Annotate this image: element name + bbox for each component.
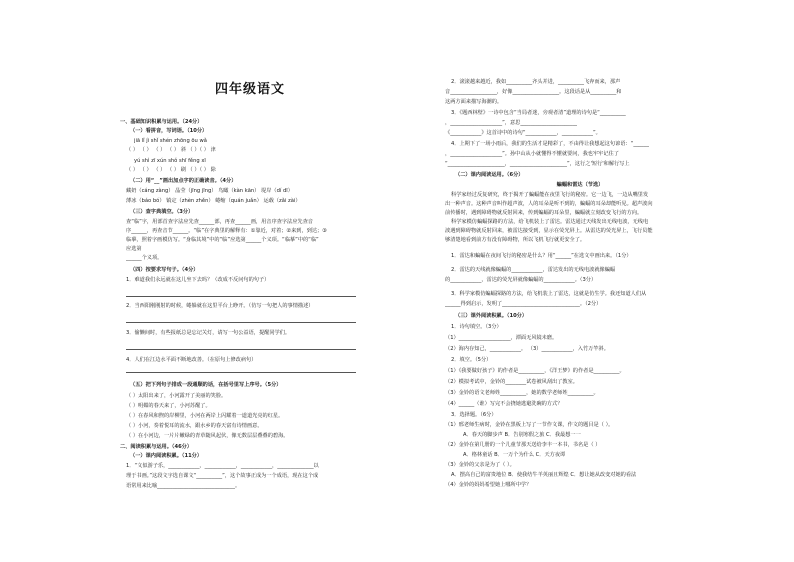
extra-question-3: 3．选择题。（6分） <box>451 412 497 418</box>
order-item-1: （ ）太阳出来了，小河露开了美丽的笑脸。 <box>126 393 227 399</box>
subsection-1-4: （四）按要求写句子。（4分） <box>130 267 199 273</box>
passage-question-3-line-2: ______得到启示，发明了______________________________。（2分） <box>445 301 602 307</box>
pinyin-row-1: jiā lǐ jì shǐ shén zhōng ōu wǎ <box>134 138 207 144</box>
passage-line-3: 前传播时，遇到障碍物就反射回来，传到蝙蝠的耳朵里，蝙蝠就立刻改变飞行的方向。 <box>445 210 643 216</box>
reading-question-1-line-2: 理于书画。”这段文字选自课文“__________”，这个故事正成为一个成语，现在这个成 <box>126 473 319 479</box>
reading-question-1-line-1: 1．“文似游子乐，____________，____________，____________，______________以 <box>126 463 319 469</box>
answer-line <box>126 349 356 350</box>
extra-question-1-2: （2）海内存知己，____________。 （3）____________，入竹万竿斜。 <box>445 346 609 352</box>
passage-question-3-line-1: 3．科学家模仿蝙蝠探路的方法，给飞机装上了雷达，这就是仿生学。我还知道人们从 <box>451 291 647 297</box>
right-line-6: 《____________》这首诗中的诗句“____________，____________”。 <box>445 130 601 136</box>
answer-line <box>126 372 356 373</box>
extra-question-2-2: （2）模拟考试中，金铃的________试卷被风刮出了教室。 <box>445 379 578 385</box>
dictionary-text-3: 临摹，照着字画模仿写。“身临其境”中的“临”应选第______个义项。“临摹”中的“临” <box>126 237 319 243</box>
order-item-4: （ ）小河，奏着悦耳的流水，跟水乡的春天富有诗情画意。 <box>126 423 263 429</box>
page-title: 四年级语文 <box>215 82 286 97</box>
subsection-1-3: （三）查字典填空。（3分） <box>130 209 194 215</box>
right-line-7: 4．上期下了一场小雨后，我们的生活才是精彩了，不由得让我想起这句谚语：“______ <box>451 141 649 147</box>
pinyin-row-2: yú shì zī xún shǒ shī fěng xī <box>134 158 206 164</box>
right-line-3: 这两方面来描写海潮的。 <box>445 99 503 105</box>
passage-line-4: 科学家模仿蝙蝠探路的方法，给飞机装上了雷达。雷达通过天线发出无线电波，无线电 <box>451 219 649 225</box>
answer-row-1: （ ） （ ） （ ） （ ） 斜 （ ）（ ） 津 <box>126 147 216 153</box>
passage-title: 蝙蝠和雷达（节选） <box>556 182 604 188</box>
right-line-5: ，____________________”，意思______________________ <box>445 120 578 126</box>
passage-question-1: 1．雷达和蝙蝠在夜间飞行的秘密是什么？用“______”在选文中画出来。（1分） <box>451 253 632 259</box>
sentence-task-1: 1．难道我们永远就在这儿坐下去吗？（改成不反问句的句子） <box>126 277 270 283</box>
passage-question-2-line-1: 2．雷达的天线就像蝙蝠的____________，雷达发出的无线电波就像蝙蝠 <box>451 267 616 273</box>
passage-line-2: 出一种声音。这种声音叫作超声波，人的耳朵是听不到的，蝙蝠的耳朵却能听见。超声波向 <box>445 201 653 207</box>
choice-question-1: （1）邢老师生病时，金铃在黑板上写了一节作文课，作文的题目是（ ）。 <box>445 422 614 428</box>
pronunciation-row-1: 藏奶（cáng zàng） 晶莹（jīng jīng） 鸟瞰（kàn kān） 堤岸（dí dī） <box>126 188 293 194</box>
right-line-1: 2．滚滚越来越近，我如__________齐头并进，__________飞奔而来，那声 <box>451 79 621 85</box>
right-line-4: 3．《题西林壁》一诗中包含“当局者迷，旁观者清”道理的诗句是“__________ <box>451 110 626 116</box>
subsection-1-5: （五）把下列句子排成一段通顺的话，在括号里写上序号。（5分） <box>130 382 282 388</box>
subsection-2-3: （三）课外阅读积累。（10分） <box>455 313 528 319</box>
answer-row-2: （ ） （ ） （ ） （ ） 刷 （ ）（ ） 除 <box>126 167 216 173</box>
order-item-5: （ ）在小河边，一片片嫩绿的青草随风起伏，像无数层层叠叠的碧海。 <box>126 433 289 439</box>
choice-question-3: （3）金铃的父亲是为了（ ）。 <box>445 462 515 468</box>
choice-options-2: A．格林童话 B．一万个为什么 C．天方夜谭 <box>463 452 566 458</box>
dictionary-text-1: 查“临”字，用部首查字法应先查______部，再查______画，用音序查字法应先查音 <box>126 219 313 225</box>
section-1-heading: 一、基础知识积累与运用。（24分） <box>120 119 203 125</box>
right-column <box>445 0 715 562</box>
choice-options-1: A．春天的脚步声 B．告别寒假之旅 C．我最想一一 <box>463 432 581 438</box>
right-line-8: ，____________________”。孙中山从小就懂得不懂就要问，我也牢牢记住了 <box>445 151 619 157</box>
extra-question-1-1: （1）____________________，潭面无风镜未磨。 <box>445 335 558 341</box>
sentence-task-2: 2．当西阳刚刚射的时候，蜷躲就在这里平台上睁开。（仿写一句把人的事情描述） <box>126 303 314 309</box>
left-column <box>120 0 385 562</box>
order-item-3: （ ）在春风和煦的岸柳里，小河在两岸上闪耀着一道道光亮的红星。 <box>126 413 284 419</box>
pronunciation-row-2: 薄冰（báo bó） 镇定（zhèn zhěn） 蜷缩（quán juǎn） 运载（zǎi zài） <box>126 198 301 204</box>
reading-question-1-line-3: 语常用来比喻______________________________。 <box>126 483 241 489</box>
dictionary-text-5: ______个义项。 <box>126 255 163 261</box>
subsection-2-2: （二）课内阅读运用。（6分） <box>455 172 524 178</box>
extra-question-2-3: （3）金铃的语文老师姓__________，她的数学老师姓__________。 <box>445 390 599 396</box>
order-item-2: （ ）明媚的春天来了，小河苏醒了。 <box>126 403 211 409</box>
right-line-2: 音__________________，好像__________________。这段话是从__________和 <box>445 89 622 95</box>
subsection-1-1: （一）看拼音，写词语。（10分） <box>130 128 208 134</box>
subsection-2-1: （一）课内阅读积累。（11分） <box>130 453 203 459</box>
choice-question-2: （2）金铃在第几册的一个儿童节那天送给李丰一本书，书名是（ ） <box>445 442 601 448</box>
dictionary-text-2: 序______，再查音节______。“临”在字典里的解释有：①靠近，对着；②来到，到达；③ <box>126 228 327 234</box>
passage-question-2-line-2: 的____________，雷达的荧光屏就像蝙蝠的____________。（3分） <box>445 277 597 283</box>
dictionary-text-4: 应选第 <box>126 246 142 252</box>
choice-question-4: （4）金铃的妈妈希望她上哪所中学？ <box>445 482 532 488</box>
passage-line-5: 波遇到障碍物就反射回来，被雷达接受到，显示在荧光屏上。从雷达的荧光屏上，飞行员能 <box>445 228 653 234</box>
extra-question-1: 1．诗句填空。（3分） <box>451 324 502 330</box>
passage-line-1: 科学家经过反复研究，终于揭开了蝙蝠能在夜里飞行的秘密。它一边飞，一边从嘴里发 <box>451 192 649 198</box>
extra-question-2-1: （1）《我要做好孩子》的作者是__________，《洋王梦》的作者是__________。 <box>445 368 625 374</box>
section-2-heading: 二、阅读积累与运用。（46分） <box>120 444 193 450</box>
right-line-9: “______________________，______________________”，这行之'短行'和解行写上 <box>445 161 630 167</box>
choice-options-3: A．摆高自己的富贵地位 B．使我结牛羊英丽且辉煌 C．想让她从改变对她的看法 <box>451 472 637 478</box>
passage-line-6: 够清楚地看到前方有没有障碍物，所以飞机飞行就更安全了。 <box>445 237 586 243</box>
extra-question-2: 2．填空。（5分） <box>451 357 492 363</box>
extra-question-2-4: （4）______（谁）写完不会挠她逃避洗碗的方式？ <box>445 401 563 407</box>
answer-line <box>126 296 356 297</box>
answer-line <box>126 322 356 323</box>
sentence-task-4: 4．人们在江边水平面不断地改善。（在原句上修改病句） <box>126 357 257 363</box>
sentence-task-3: 3．偷懒间时，有些报纸总是忘记关灯，请写一句公益语，提醒同学们。 <box>126 330 291 336</box>
subsection-1-2: （二）用“__”画出加点字的正确读音。（4分） <box>130 178 237 184</box>
